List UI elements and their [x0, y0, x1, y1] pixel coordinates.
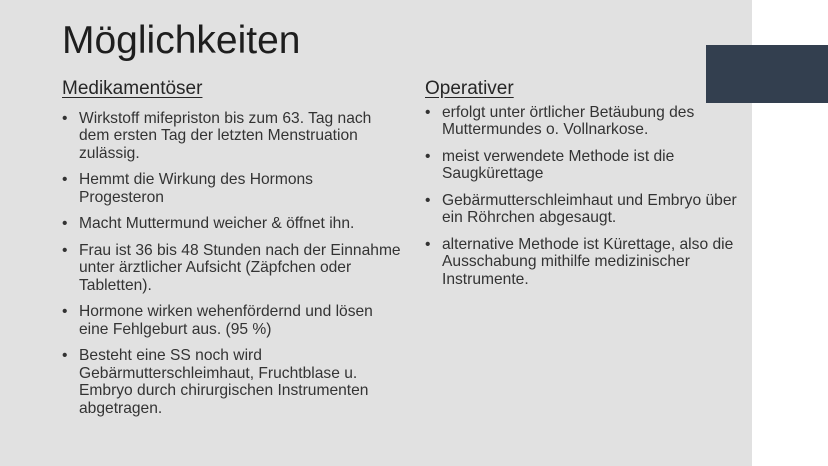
list-item-text: meist verwendete Methode ist die Saugkürettage: [442, 147, 675, 183]
list-item-text: Besteht eine SS noch wird Gebärmutterschleimhaut, Fruchtblase u. Embryo durch chirurgischen Instrumenten abgetragen.: [79, 347, 369, 417]
bullet-icon: •: [62, 303, 68, 321]
list-item-text: Frau ist 36 bis 48 Stunden nach der Einnahme unter ärztlicher Aufsicht (Zäpfchen oder Tabletten).: [79, 241, 401, 294]
bullet-icon: •: [62, 347, 68, 365]
list-item: [425, 192, 755, 227]
left-bullet-list: [62, 110, 402, 418]
list-item: [425, 148, 755, 183]
list-item: [62, 242, 402, 295]
list-item: [62, 110, 402, 163]
right-bullet-list: [425, 104, 755, 289]
list-item-text: Gebärmutterschleimhaut und Embryo über ein Röhrchen abgesaugt.: [442, 191, 737, 227]
list-item: [62, 171, 402, 206]
left-column-heading: Medikamentöser: [62, 78, 203, 99]
list-item: [62, 347, 402, 417]
right-column-heading: Operativer: [425, 78, 514, 99]
left-column: [62, 78, 402, 426]
bullet-icon: •: [62, 171, 68, 189]
list-item: [62, 215, 402, 233]
bullet-icon: •: [425, 191, 431, 209]
bullet-icon: •: [62, 109, 68, 127]
list-item-text: Hormone wirken wehenfördernd und lösen eine Fehlgeburt aus. (95 %): [79, 303, 373, 338]
right-column: [425, 78, 755, 297]
list-item-text: erfolgt unter örtlicher Betäubung des Muttermundes o. Vollnarkose.: [442, 103, 695, 139]
list-item-text: alternative Methode ist Kürettage, also die Ausschabung mithilfe medizinischer Instrumente.: [442, 235, 734, 288]
bullet-icon: •: [62, 215, 68, 233]
bullet-icon: •: [425, 103, 431, 121]
list-item-text: Macht Muttermund weicher & öffnet ihn.: [79, 215, 355, 233]
list-item: [425, 104, 755, 139]
slide-title: Möglichkeiten: [62, 19, 301, 62]
list-item: [62, 303, 402, 338]
bullet-icon: •: [62, 241, 68, 259]
list-item: [425, 236, 755, 289]
bullet-icon: •: [425, 147, 431, 165]
list-item-text: Wirkstoff mifepriston bis zum 63. Tag nach dem ersten Tag der letzten Menstruation zulässig.: [79, 109, 372, 162]
bullet-icon: •: [425, 235, 431, 253]
list-item-text: Hemmt die Wirkung des Hormons Progesteron: [79, 171, 313, 206]
